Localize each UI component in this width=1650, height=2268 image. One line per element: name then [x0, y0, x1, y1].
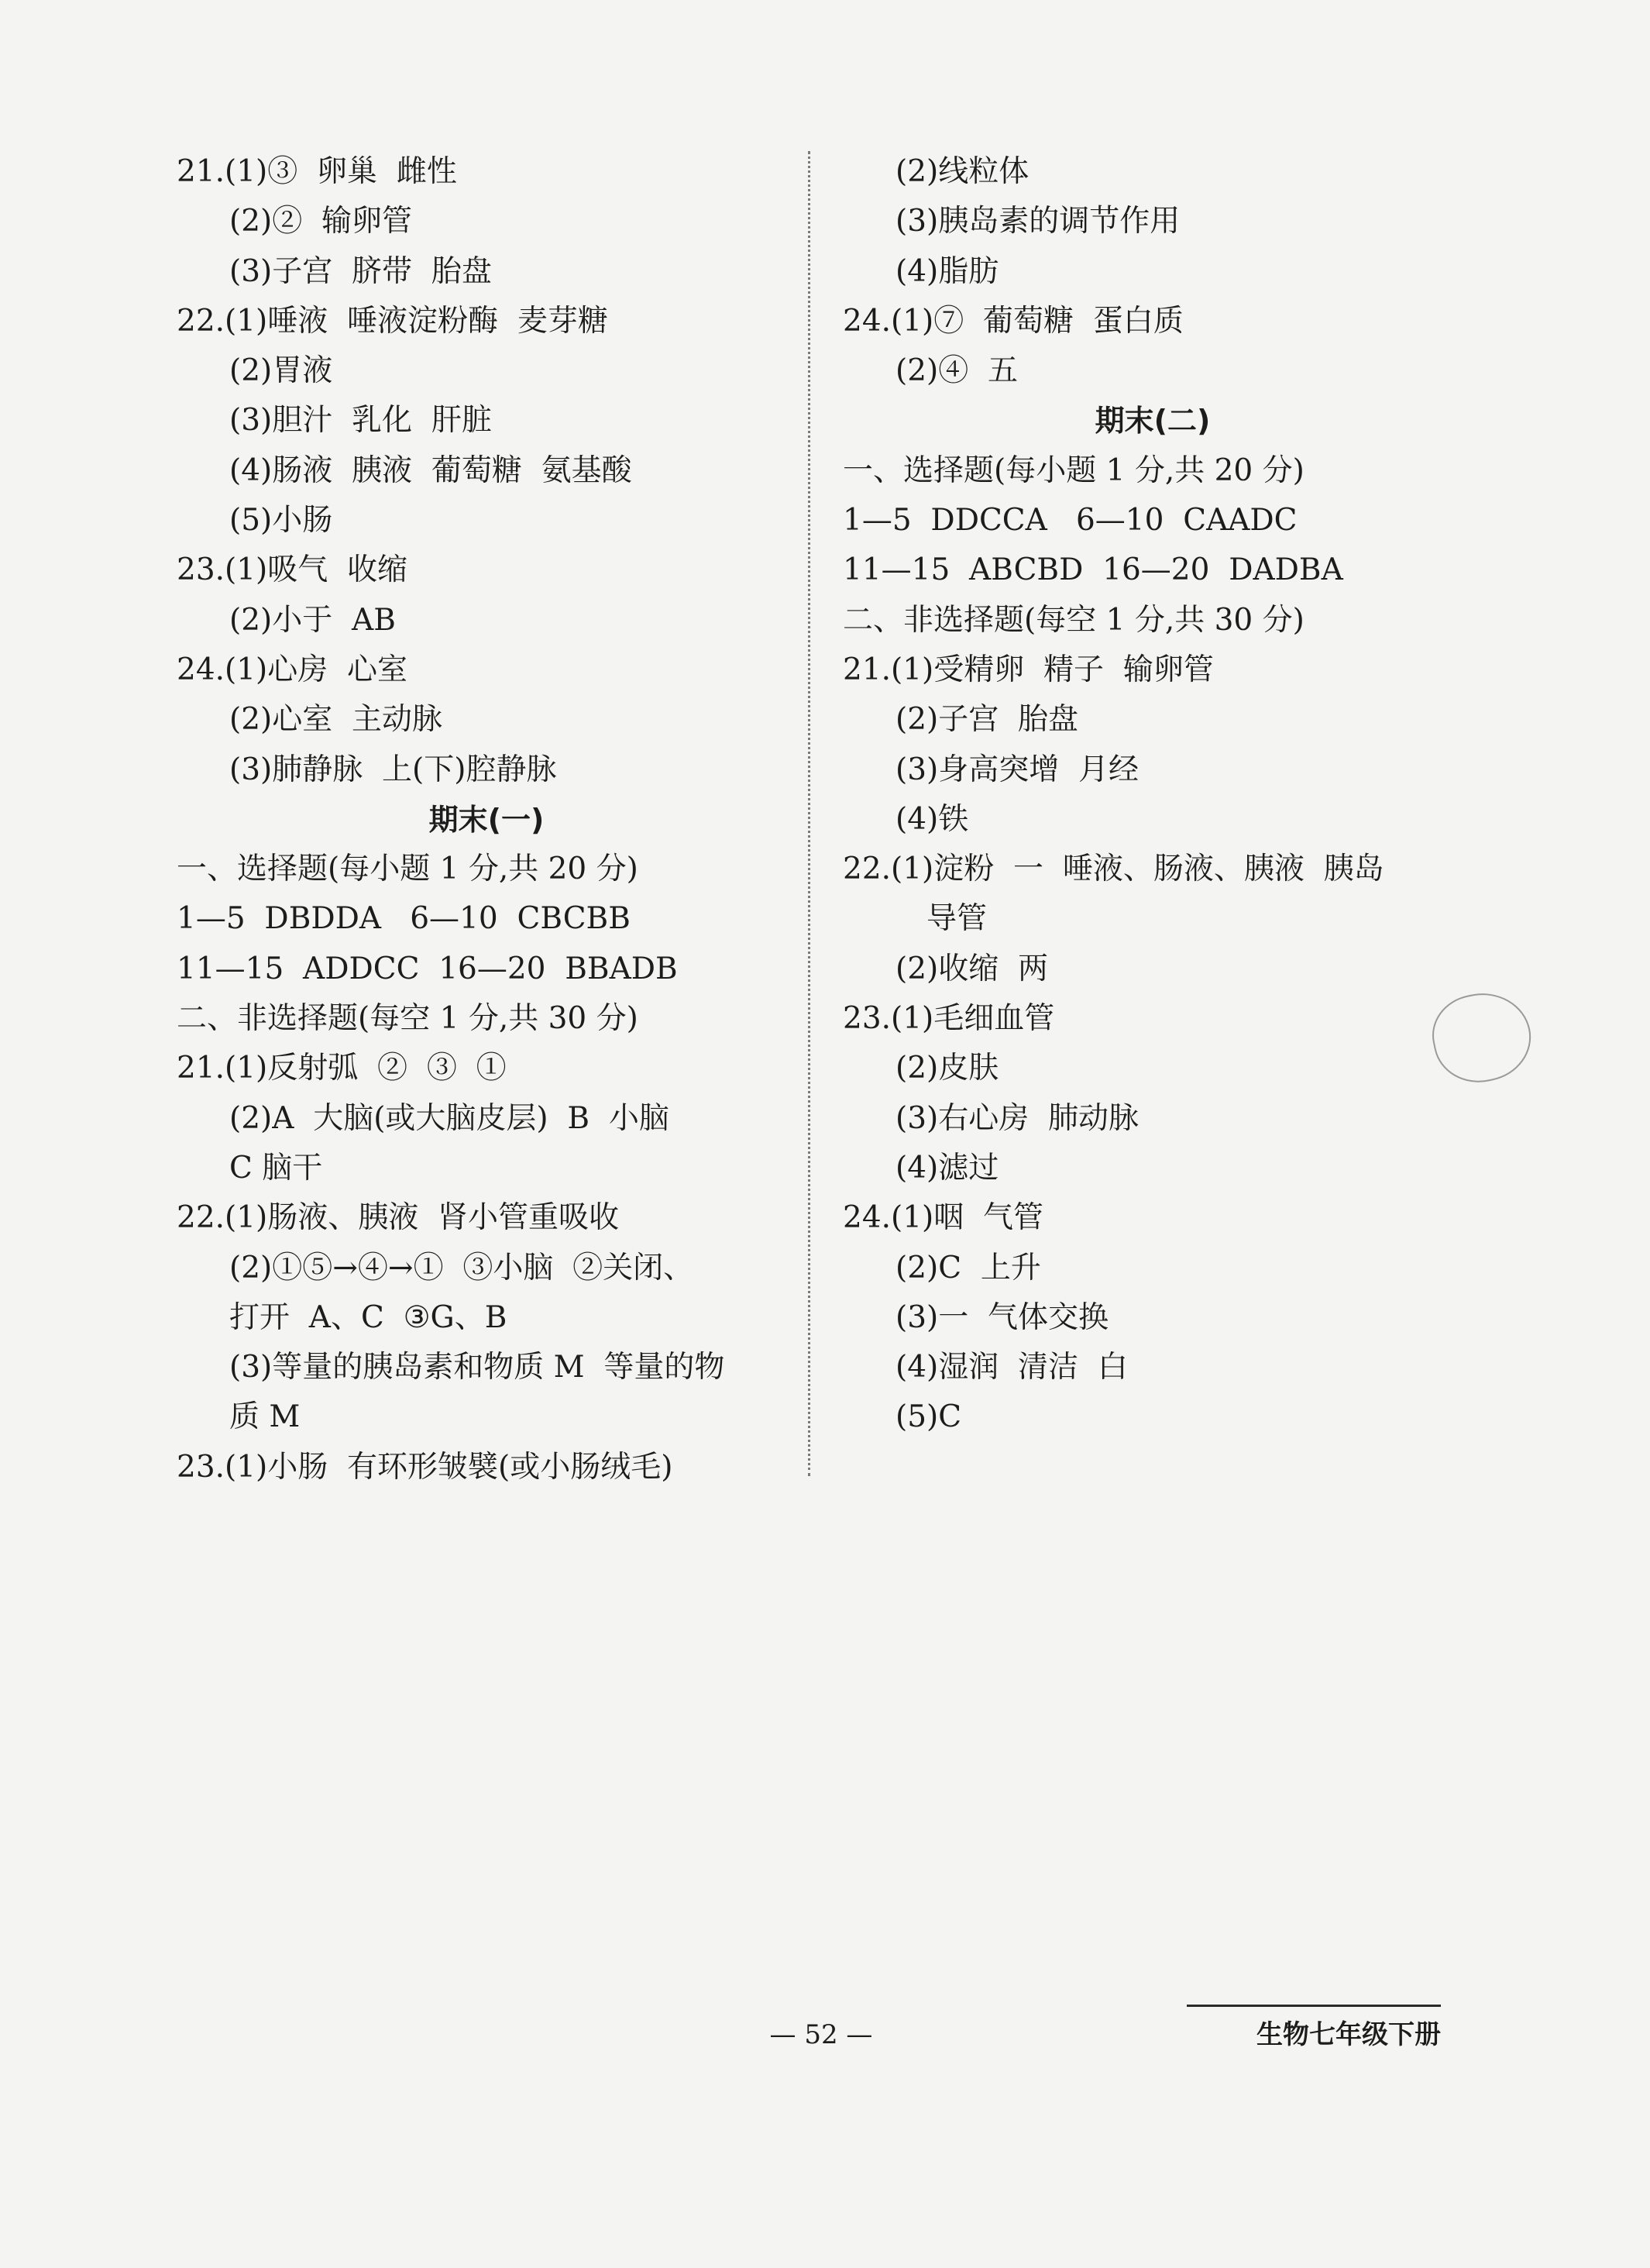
section-subheading: 一、选择题(每小题 1 分,共 20 分) [843, 453, 1305, 488]
answer-line: 打开 A、C ③G、B [229, 1299, 507, 1335]
answer-line: 22.(1)唾液 唾液淀粉酶 麦芽糖 [177, 303, 608, 339]
answer-line: 23.(1)吸气 收缩 [177, 552, 408, 588]
answer-line: 导管 [926, 901, 988, 937]
section-subheading: 二、非选择题(每空 1 分,共 30 分) [843, 602, 1305, 638]
answer-line: (2)子宫 胎盘 [895, 702, 1079, 738]
answer-line: (3)胆汁 乳化 肝脏 [229, 403, 492, 439]
answer-line: (4)湿润 清洁 白 [895, 1350, 1128, 1385]
book-title: 生物七年级下册 [1256, 2019, 1441, 2050]
answer-line: 23.(1)小肠 有环形皱襞(或小肠绒毛) [177, 1449, 673, 1485]
answer-line: (2)心室 主动脉 [229, 702, 443, 738]
answer-line: 24.(1)咽 气管 [843, 1200, 1044, 1236]
answer-line: (3)身高突增 月经 [895, 752, 1140, 787]
answer-line: (2)①⑤→④→① ③小脑 ②关闭、 [229, 1250, 694, 1285]
answer-line: (2)胃液 [229, 353, 333, 389]
answer-line: C 脑干 [229, 1150, 323, 1186]
right-column [843, 147, 1463, 1443]
answer-line: (2)小于 AB [229, 602, 396, 638]
answer-line: 21.(1)反射弧 ② ③ ① [177, 1051, 507, 1086]
answer-line: 质 M [229, 1399, 301, 1435]
answer-line: 22.(1)肠液、胰液 肾小管重吸收 [177, 1200, 620, 1236]
answer-line: (4)肠液 胰液 葡萄糖 氨基酸 [229, 453, 632, 488]
answer-line: (2)线粒体 [895, 154, 1030, 189]
answer-line: (2)收缩 两 [895, 951, 1049, 986]
answer-line: 24.(1)⑦ 葡萄糖 蛋白质 [843, 303, 1184, 339]
section-heading: 期末(一) [428, 802, 545, 837]
answer-line: (5)小肠 [229, 503, 333, 539]
answer-line: (4)脂肪 [895, 253, 999, 289]
answer-line: 24.(1)心房 心室 [177, 652, 408, 687]
answer-line: (3)肺静脉 上(下)腔静脉 [229, 752, 557, 787]
answer-line: 23.(1)毛细血管 [843, 1001, 1055, 1037]
answer-line: (2)A 大脑(或大脑皮层) B 小脑 [229, 1100, 669, 1136]
left-column [177, 147, 796, 1492]
answer-line: 1—5 DDCCA 6—10 CAADC [843, 503, 1298, 539]
answer-line: 21.(1)③ 卵巢 雌性 [177, 154, 457, 189]
answer-line: (4)铁 [895, 801, 969, 837]
answer-line: (3)等量的胰岛素和物质 M 等量的物 [229, 1350, 725, 1385]
answer-line: (2)④ 五 [895, 353, 1019, 389]
answer-line: (2)② 输卵管 [229, 204, 413, 239]
section-subheading: 一、选择题(每小题 1 分,共 20 分) [177, 852, 638, 887]
section-subheading: 二、非选择题(每空 1 分,共 30 分) [177, 1001, 638, 1037]
answer-line: 11—15 ADDCC 16—20 BBADB [177, 951, 678, 986]
column-divider [808, 151, 810, 1476]
answer-line: 21.(1)受精卵 精子 输卵管 [843, 652, 1214, 687]
answer-line: 11—15 ABCBD 16—20 DADBA [843, 552, 1343, 588]
answer-line: 1—5 DBDDA 6—10 CBCBB [177, 901, 631, 937]
answer-line: (3)子宫 脐带 胎盘 [229, 253, 492, 289]
answer-line: (2)C 上升 [895, 1250, 1041, 1285]
answer-line: (5)C [895, 1399, 962, 1435]
answer-line: (3)右心房 肺动脉 [895, 1100, 1140, 1136]
page-number: — 52 — [769, 2019, 873, 2050]
answer-line: 22.(1)淀粉 一 唾液、肠液、胰液 胰岛 [843, 852, 1384, 887]
answer-line: (3)胰岛素的调节作用 [895, 204, 1181, 239]
footer-rule [1187, 2005, 1441, 2007]
answer-line: (3)一 气体交换 [895, 1299, 1109, 1335]
answer-line: (4)滤过 [895, 1150, 999, 1186]
answer-line: (2)皮肤 [895, 1051, 999, 1086]
section-heading: 期末(二) [1095, 404, 1211, 439]
